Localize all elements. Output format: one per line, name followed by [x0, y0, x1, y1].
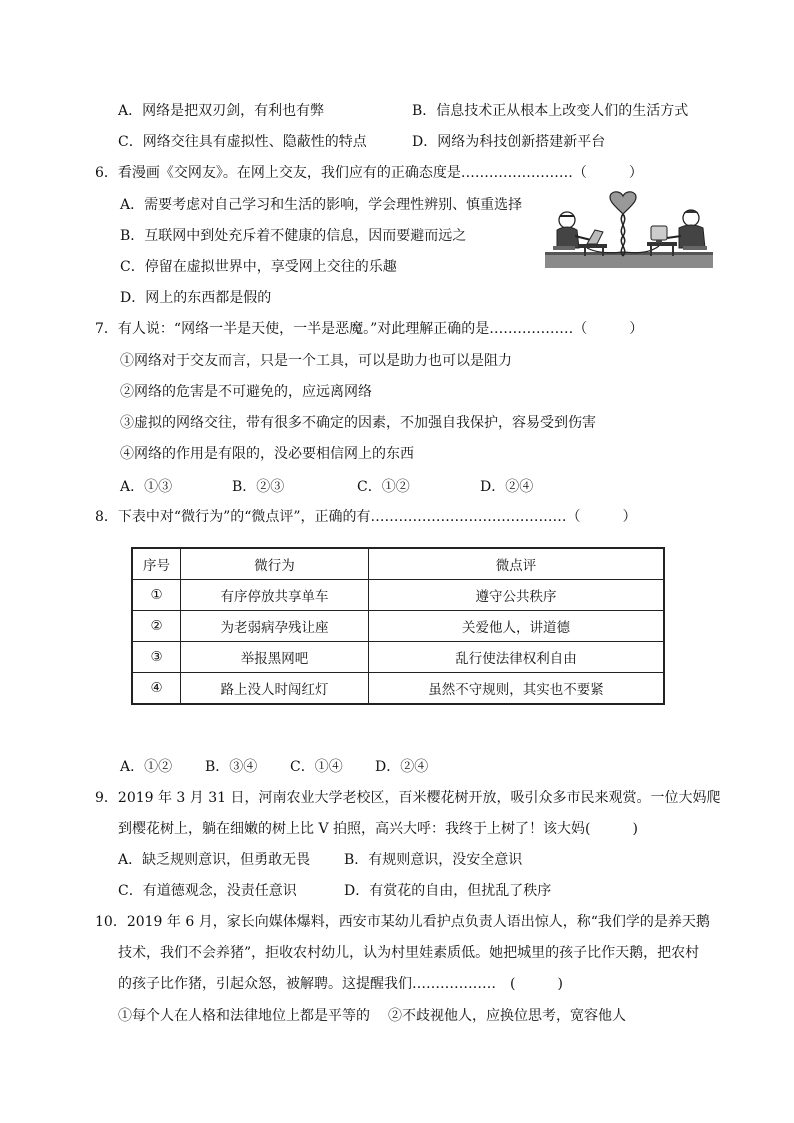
table-cell: ② [132, 611, 181, 642]
table-row [132, 580, 664, 611]
table-cell: 遵守公共秩序 [369, 580, 665, 611]
q8-option-a: A．①② [120, 759, 173, 775]
table-cell: 虽然不守规则，其实也不要紧 [369, 673, 665, 705]
table-row [132, 673, 664, 705]
q7-stem: 7．有人说：“网络一半是天使，一半是恶魔。”对此理解正确的是………………（ ） [95, 321, 644, 337]
q5-option-c: C．网络交往具有虚拟性、隐蔽性的特点 [118, 134, 367, 150]
q10-stem-line-1: 10．2019 年 6 月，家长向媒体爆料，西安市某幼儿看护点负责人语出惊人，称“我们学的是养天鹅 [95, 914, 710, 930]
table-header-cell: 微行为 [181, 548, 369, 580]
q9-option-d: D．有赏花的自由，但扰乱了秩序 [344, 883, 552, 899]
q10-stem-line-2: 技术，我们不会养猪”，拒收农村幼儿，认为村里娃素质低。她把城里的孩子比作天鹅，把农村 [118, 945, 700, 961]
q9-option-b: B．有规则意识，没安全意识 [344, 852, 523, 868]
q9-stem-line-2: 到樱花树上，躺在细嫩的树上比 V 拍照，高兴大呼：我终于上树了！该大妈( ) [118, 821, 638, 837]
table-row [132, 611, 664, 642]
q7-statement-1: ①网络对于交友而言，只是一个工具，可以是助力也可以是阻力 [120, 353, 512, 369]
q7-statement-4: ④网络的作用是有限的，没必要相信网上的东西 [120, 446, 414, 462]
q9-option-a: A．缺乏规则意识，但勇敢无畏 [118, 852, 311, 868]
table-cell: 关爱他人，讲道德 [369, 611, 665, 642]
table-header-row [132, 548, 664, 580]
q5-option-a: A．网络是把双刃剑，有利也有弊 [118, 103, 325, 119]
table-row [132, 642, 664, 673]
q8-option-b: B．③④ [205, 759, 258, 775]
table-header-cell: 微点评 [369, 548, 665, 580]
q6-option-a: A．需要考虑对自己学习和生活的影响，学会理性辨别、慎重选择 [120, 197, 523, 213]
q9-option-c: C．有道德观念，没责任意识 [118, 883, 297, 899]
behavior-table [131, 547, 665, 705]
q10-statement-1: ①每个人在人格和法律地位上都是平等的 [118, 1008, 370, 1024]
q5-option-d: D．网络为科技创新搭建新平台 [412, 134, 606, 150]
table-header-cell: 序号 [132, 548, 181, 580]
q8-option-c: C．①④ [290, 759, 343, 775]
q7-statement-2: ②网络的危害是不可避免的，应远离网络 [120, 384, 372, 400]
q7-option-a: A．①③ [120, 479, 173, 495]
q6-stem: 6．看漫画《交网友》。在网上交友，我们应有的正确态度是……………………（ ） [95, 165, 643, 181]
table-cell: 有序停放共享单车 [181, 580, 369, 611]
q6-option-c: C．停留在虚拟世界中，享受网上交往的乐趣 [120, 259, 397, 275]
q7-statement-3: ③虚拟的网络交往，带有很多不确定的因素，不加强自我保护，容易受到伤害 [120, 415, 596, 431]
table-cell: ③ [132, 642, 181, 673]
table-cell: 乱行使法律权利自由 [369, 642, 665, 673]
q7-option-b: B．②③ [232, 479, 285, 495]
q9-stem-line-1: 9．2019 年 3 月 31 日，河南农业大学老校区，百米樱花树开放，吸引众多市民来观赏。一位大妈爬 [95, 790, 721, 806]
q7-option-d: D．②④ [480, 479, 534, 495]
table-cell: 举报黑网吧 [181, 642, 369, 673]
q8-stem: 8．下表中对“微行为”的“微点评”，正确的有……………………………………（ ） [95, 509, 637, 525]
table-cell: 路上没人时闯红灯 [181, 673, 369, 705]
q6-option-d: D．网上的东西都是假的 [120, 290, 272, 306]
table-cell: ① [132, 580, 181, 611]
online-friends-cartoon [545, 190, 713, 270]
q5-option-b: B．信息技术正从根本上改变人们的生活方式 [412, 103, 689, 119]
q10-stem-line-3: 的孩子比作猪，引起众怒，被解聘。这提醒我们……………… ( ) [118, 976, 563, 992]
q10-statement-2: ②不歧视他人，应换位思考，宽容他人 [388, 1008, 626, 1024]
q8-option-d: D．②④ [375, 759, 429, 775]
table-cell: ④ [132, 673, 181, 705]
q6-option-b: B．互联网中到处充斥着不健康的信息，因而要避而远之 [120, 228, 467, 244]
table-cell: 为老弱病孕残让座 [181, 611, 369, 642]
q7-option-c: C．①② [357, 479, 410, 495]
